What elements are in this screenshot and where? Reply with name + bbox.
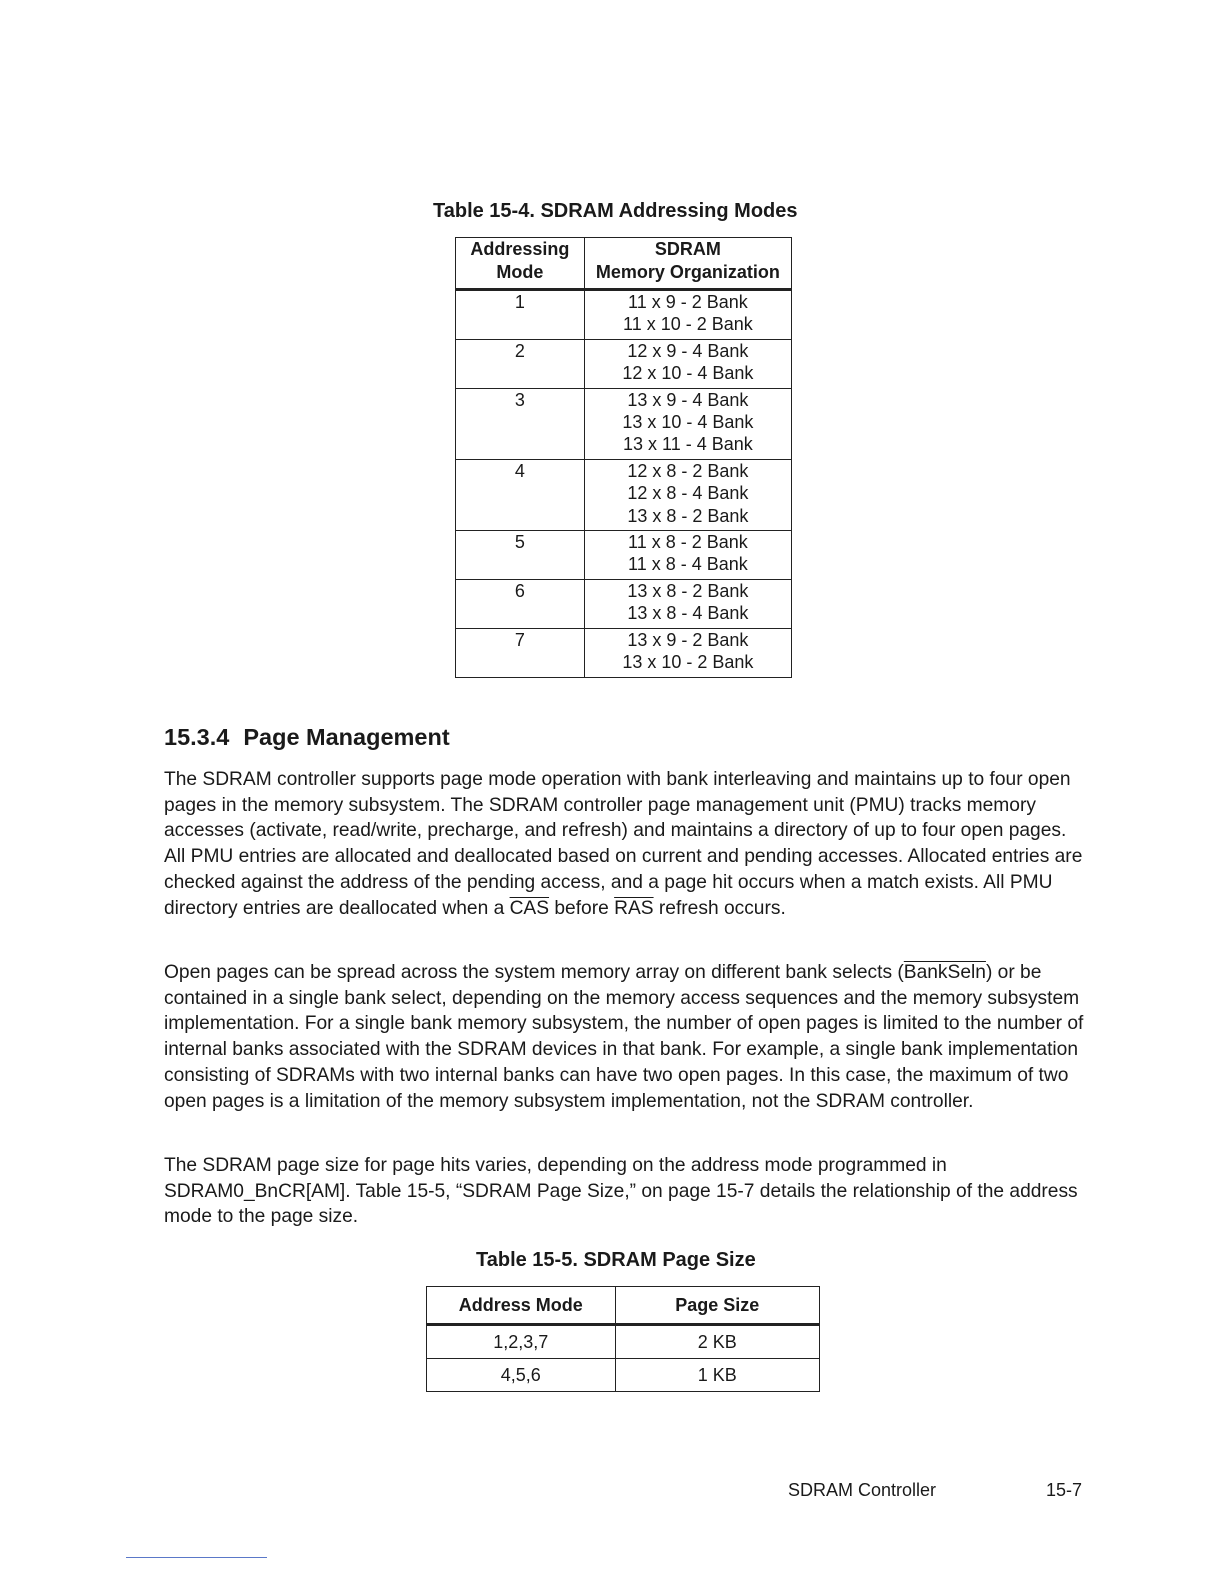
cas-signal: $\overline{CAS}$: [509, 897, 550, 919]
organization-cell: 13 x 9 - 4 Bank 13 x 10 - 4 Bank 13 x 11 - 4 Bank: [584, 388, 791, 459]
banksel-signal: BankSeln: [903, 962, 986, 983]
organization-cell: 13 x 8 - 2 Bank 13 x 8 - 4 Bank: [584, 579, 791, 628]
organization-cell: 13 x 9 - 2 Bank 13 x 10 - 2 Bank: [584, 628, 791, 677]
address-mode-cell: 1,2,3,7: [427, 1325, 616, 1359]
mode-cell: 7: [456, 628, 585, 677]
table-row: [427, 1325, 820, 1359]
column-header-page-size: Page Size: [615, 1287, 819, 1325]
table-15-5-caption: Table 15-5. SDRAM Page Size: [476, 1249, 756, 1271]
column-header-memory-organization: SDRAM Memory Organization: [584, 238, 791, 290]
table-row: [456, 290, 792, 340]
mode-cell: 3: [456, 388, 585, 459]
table-row: [456, 531, 792, 580]
page-size-cell: 2 KB: [615, 1325, 819, 1359]
footer-rule: [126, 1557, 267, 1558]
table-row: [456, 628, 792, 677]
section-heading: [164, 724, 450, 751]
paragraph-page-management: The SDRAM controller supports page mode operation with bank interleaving and maintains up to four open pages in the memory subsystem. The SDRAM controller page management unit (PMU) tracks memory accesses (activate, read/write, precharge, and refresh) and maintains a directory of up to four open pages. All PMU entries are allocated and deallocated based on current and pending accesses. Allocated entries are checked against the address of the pending access, and a page hit occurs when a match exists. All PMU directory entries are deallocated when a $\overline{CAS}$ before $\overline{RAS}$ refresh occurs.: [164, 769, 1083, 919]
ras-signal: $\overline{RAS}$: [614, 897, 654, 919]
page-size-cell: 1 KB: [615, 1359, 819, 1392]
mode-cell: 1: [456, 290, 585, 340]
mode-cell: 4: [456, 459, 585, 530]
column-header-address-mode: Address Mode: [427, 1287, 616, 1325]
mode-cell: 5: [456, 531, 585, 580]
addressing-modes-table: [455, 237, 792, 678]
table-row: [456, 388, 792, 459]
footer-page-number: 15-7: [1046, 1480, 1083, 1500]
page-size-table: [426, 1286, 820, 1392]
table-row: [456, 579, 792, 628]
section-title: Page Management: [243, 724, 450, 750]
column-header-addressing-mode: Addressing Mode: [456, 238, 585, 290]
organization-cell: 12 x 8 - 2 Bank 12 x 8 - 4 Bank 13 x 8 - 2 Bank: [584, 459, 791, 530]
organization-cell: 11 x 8 - 2 Bank 11 x 8 - 4 Bank: [584, 531, 791, 580]
section-number: 15.3.4: [164, 724, 230, 750]
organization-cell: 12 x 9 - 4 Bank 12 x 10 - 4 Bank: [584, 339, 791, 388]
address-mode-cell: 4,5,6: [427, 1359, 616, 1392]
table-row: [427, 1359, 820, 1392]
table-row: [456, 339, 792, 388]
mode-cell: 2: [456, 339, 585, 388]
table-15-4-caption: Table 15-4. SDRAM Addressing Modes: [433, 200, 798, 222]
table-row: [456, 459, 792, 530]
paragraph-open-pages: Open pages can be spread across the system memory array on different bank selects (BankSeln) or be contained in a single bank select, depending on the memory access sequences and the memory subsystem implementation. For a single bank memory subsystem, the number of open pages is limited to the number of internal banks associated with the SDRAM devices in that bank. For example, a single bank implementation consisting of SDRAMs with two internal banks can have two open pages. In this case, the maximum of two open pages is a limitation of the memory subsystem implementation, not the SDRAM controller.: [164, 962, 1084, 1112]
mode-cell: 6: [456, 579, 585, 628]
paragraph-page-size: The SDRAM page size for page hits varies, depending on the address mode programmed in SDRAM0_BnCR[AM]. Table 15-5, “SDRAM Page Size,” on page 15-7 details the relationship of the address mode to the page size.: [164, 1155, 1078, 1228]
footer-chapter-title: SDRAM Controller: [788, 1480, 937, 1500]
organization-cell: 11 x 9 - 2 Bank 11 x 10 - 2 Bank: [584, 290, 791, 340]
